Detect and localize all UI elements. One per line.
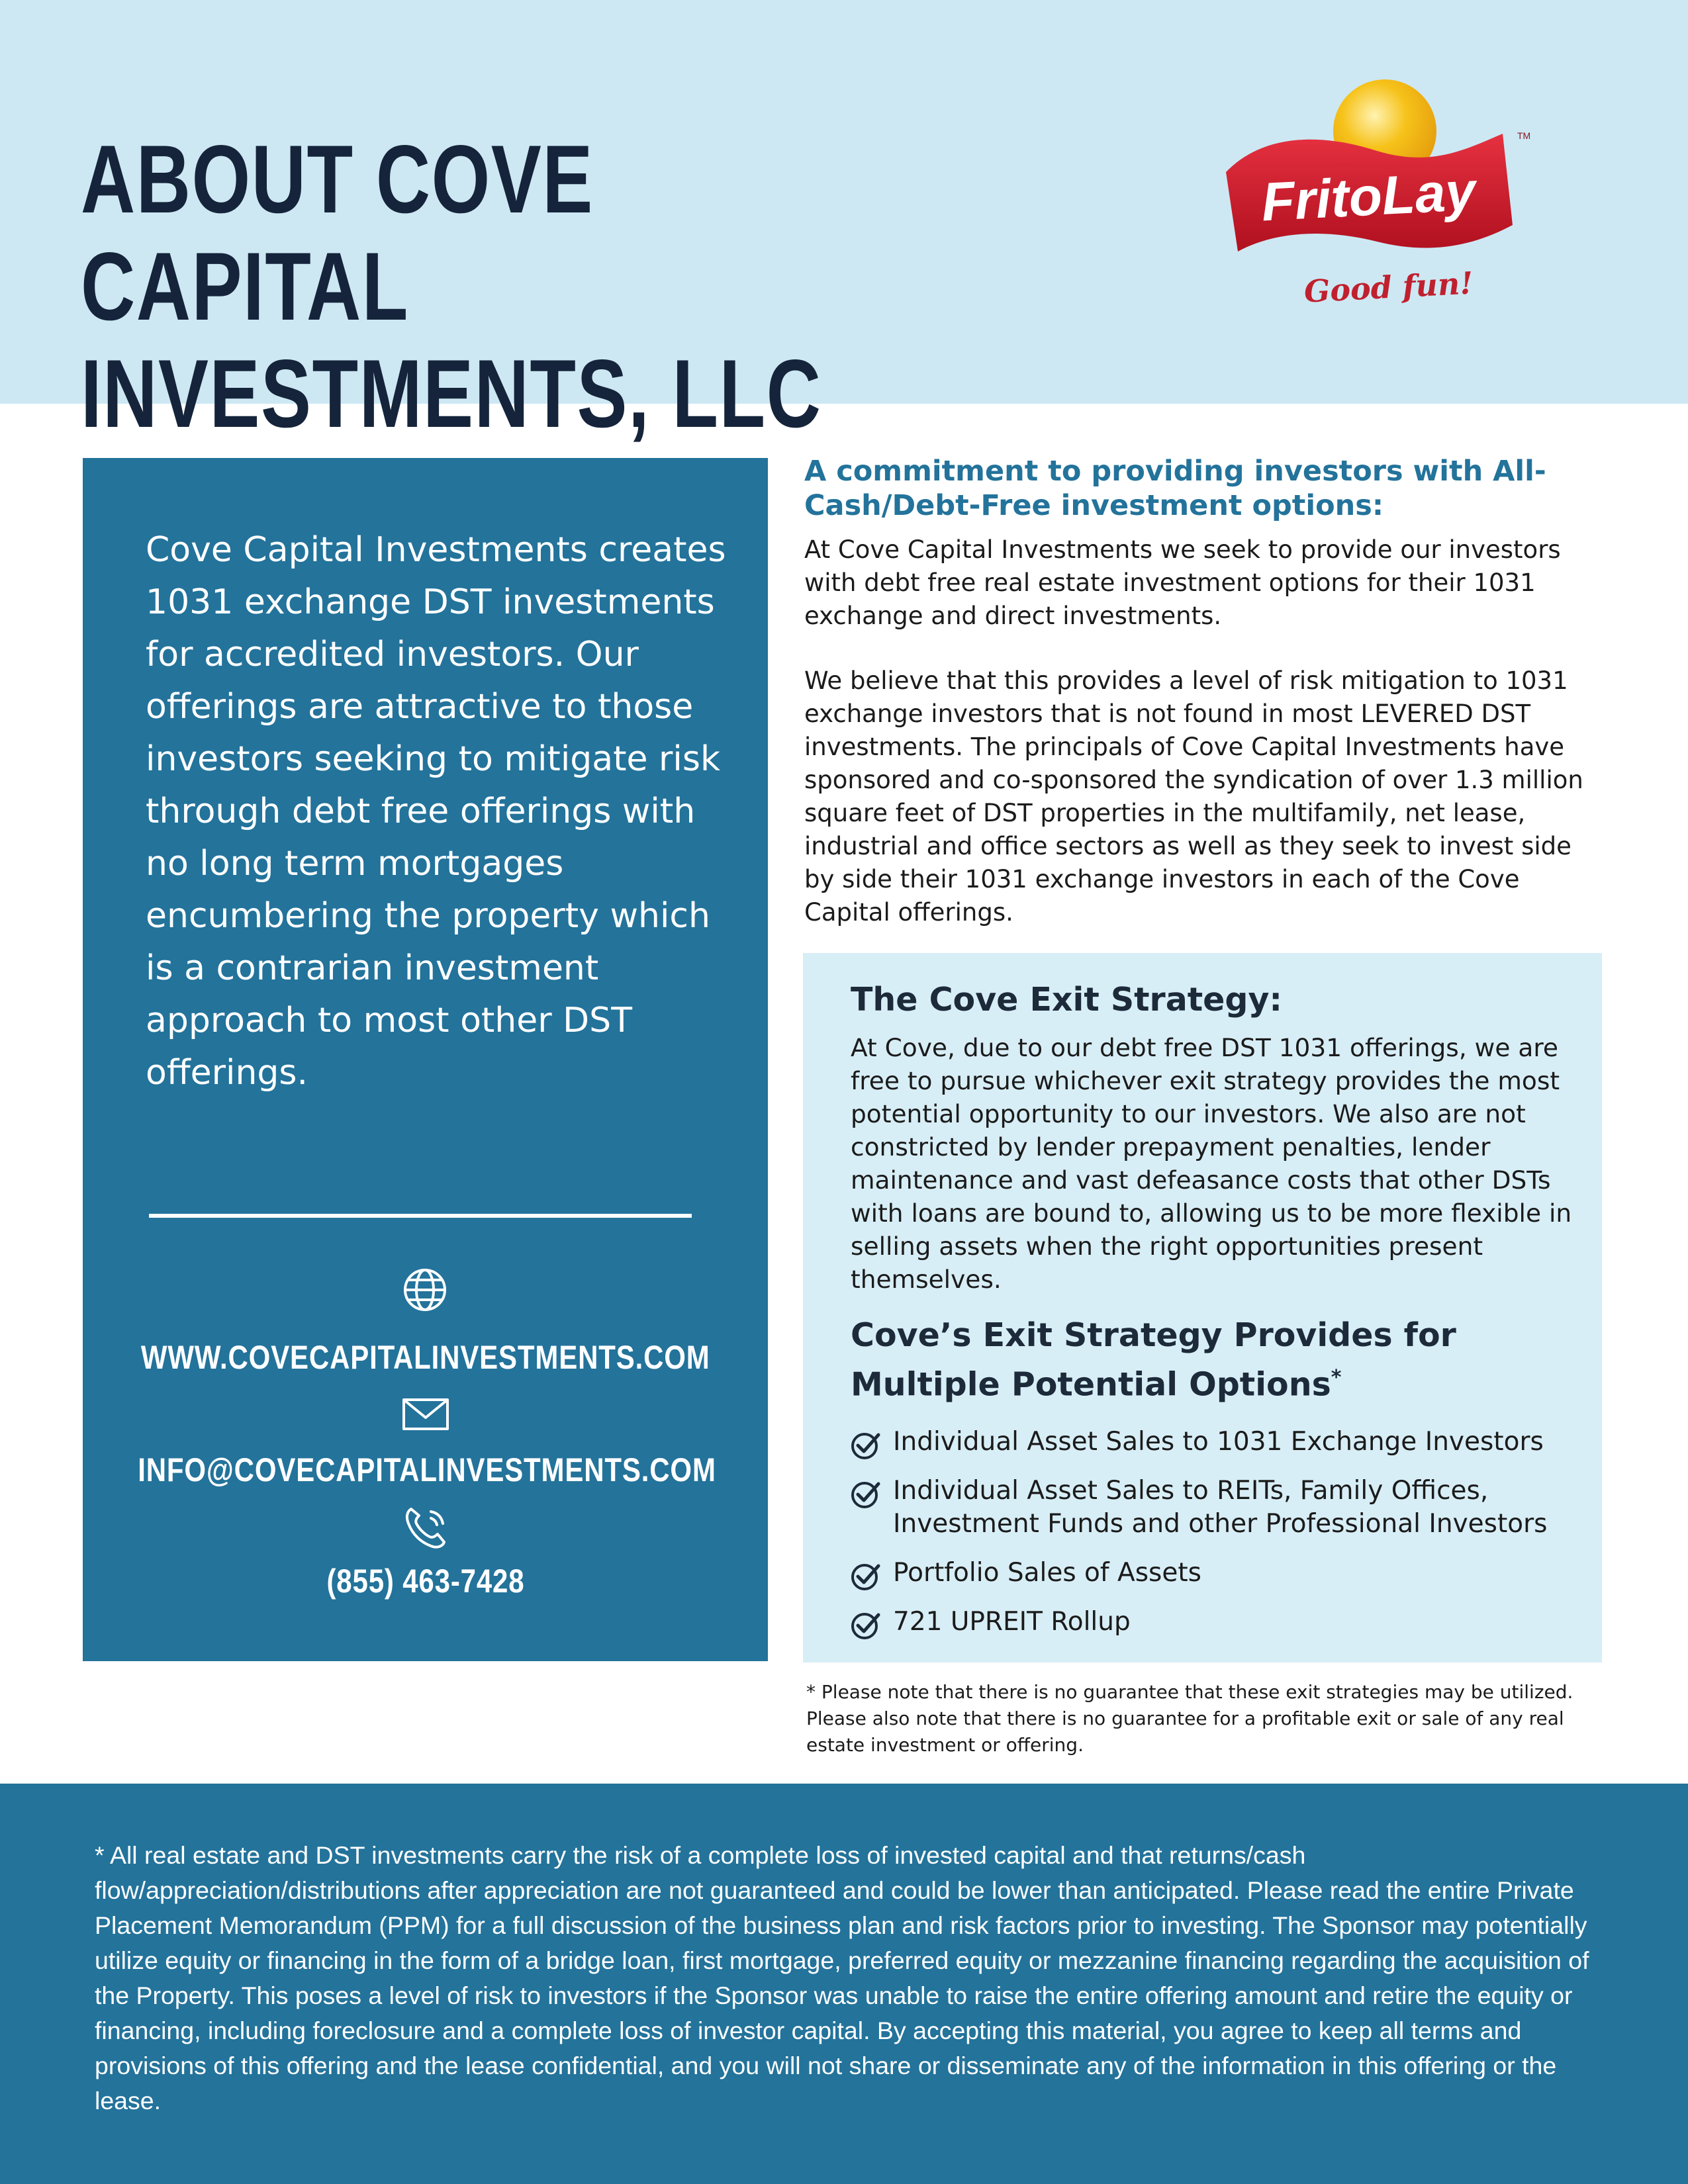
- envelope-icon: [402, 1398, 449, 1431]
- disclaimer-text: * All real estate and DST investments carry the risk of a complete loss of invested capital and that returns/cash flow/appreciation/distributions after appreciation are not guaranteed and could be lower than anticipated. Please read the entire Private Placement Memorandum (PPM) for a full discussion of the business plan and risk factors prior to investing. The Sponsor may potentially utilize equity or financing in the form of a bridge loan, first mortgage, preferred equity or mezzanine financing regarding the acquisition of the Property. This poses a level of risk to investors if the Sponsor was unable to raise the entire offering amount and retire the equity or financing, including foreclosure and a complete loss of investor capital. By accepting this material, you agree to keep all terms and provisions of this offering and the lease confidential, and you will not share or disseminate any of the information in this offering or the lease.: [95, 1841, 1589, 2115]
- commitment-section: [804, 454, 1609, 929]
- email-link[interactable]: INFO@COVECAPITALINVESTMENTS.COM: [138, 1451, 716, 1488]
- commitment-heading: A commitment to providing investors with All-Cash/Debt-Free investment options:: [804, 455, 1546, 522]
- exit-options-list: [851, 1426, 1585, 1639]
- panel-divider: [149, 1214, 692, 1218]
- logo-brand-text: FritoLay: [1260, 161, 1477, 233]
- logo-tagline: Good fun!: [1303, 265, 1474, 310]
- phone-number[interactable]: (855) 463-7428: [326, 1563, 524, 1600]
- exit-strategy-title: The Cove Exit Strategy:: [851, 981, 1283, 1019]
- exit-option-item: 721 UPREIT Rollup: [851, 1606, 1585, 1639]
- footer-disclaimer-band: [0, 1784, 1688, 2184]
- exit-option-item: Individual Asset Sales to 1031 Exchange Investors: [851, 1426, 1585, 1459]
- exit-strategy-box: [803, 953, 1602, 1662]
- globe-icon: [402, 1267, 448, 1313]
- commitment-paragraph-1: At Cove Capital Investments we seek to provide our investors with debt free real estate investment options for their 1031 exchange and direct investments.: [804, 535, 1561, 630]
- exit-option-item: Portfolio Sales of Assets: [851, 1557, 1585, 1590]
- fritolay-logo: [1211, 73, 1529, 324]
- check-circle-icon: [851, 1610, 881, 1640]
- website-link[interactable]: WWW.COVECAPITALINVESTMENTS.COM: [140, 1339, 710, 1376]
- exit-option-item: Individual Asset Sales to REITs, Family Offices, Investment Funds and other Professional Investors: [851, 1475, 1585, 1541]
- check-circle-icon: [851, 1561, 881, 1591]
- page-title: ABOUT COVE CAPITAL INVESTMENTS, LLC: [81, 125, 822, 447]
- check-circle-icon: [851, 1479, 881, 1509]
- intro-panel: [83, 458, 768, 1661]
- exit-options-heading: Cove’s Exit Strategy Provides for Multiple Potential Options*: [851, 1316, 1456, 1404]
- intro-text: Cove Capital Investments creates 1031 exchange DST investments for accredited investors. Our offerings are attractive to those investors seeking to mitigate risk through debt free offerings with no long term mortgages encumbering the property which is a contrarian investment approach to most other DST offerings.: [146, 530, 726, 1093]
- logo-trademark: TM: [1517, 130, 1531, 141]
- exit-strategy-footnote: * Please note that there is no guarantee that these exit strategies may be utilized. Please also note that there is no guarantee for a profitable exit or sale of any real estate investment or offering.: [806, 1681, 1573, 1756]
- phone-icon: [402, 1505, 449, 1551]
- commitment-paragraph-2: We believe that this provides a level of risk mitigation to 1031 exchange investors that is not found in most LEVERED DST investments. The principals of Cove Capital Investments have sponsored and co-sponsored the syndication of over 1.3 million square feet of DST properties in the multifamily, net lease, industrial and office sectors as well as they seek to invest side by side their 1031 exchange investors in each of the Cove Capital offerings.: [804, 666, 1583, 927]
- exit-strategy-text: At Cove, due to our debt free DST 1031 offerings, we are free to pursue whichever exit strategy provides the most potential opportunity to our investors. We also are not constricted by lender prepayment penalties, lender maintenance and vast defeasance costs that other DSTs with loans are bound to, allowing us to be more flexible in selling assets when the right opportunities present themselves.: [851, 1033, 1572, 1294]
- check-circle-icon: [851, 1430, 881, 1460]
- header-band: [0, 0, 1688, 447]
